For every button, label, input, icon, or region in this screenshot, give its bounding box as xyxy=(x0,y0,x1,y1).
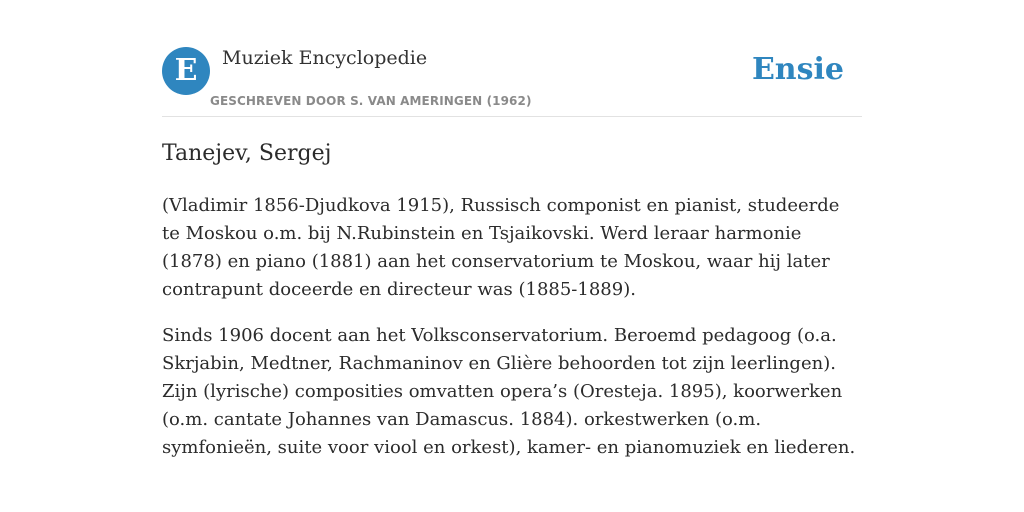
entry-paragraph: Sinds 1906 docent aan het Volksconservatorium. Beroemd pedagoog (o.a. Skrjabin, Medtner, Rachmaninov en Glière behoorden tot zijn leerlingen). Zijn (lyrische) composities omvatten opera’s (Oresteja. 1895), koorwerken (o.m. cantate Johannes van Damascus. 1884). orkestwerken (o.m. symfonieën, suite voor viool en orkest), kamer- en pianomuziek en liederen. xyxy=(162,325,856,458)
entry-title: Tanejev, Sergej xyxy=(162,141,332,166)
source-header xyxy=(162,46,862,117)
brand-logo-link[interactable]: Ensie xyxy=(751,52,844,87)
source-title-link[interactable]: Muziek Encyclopedie xyxy=(222,47,428,69)
entry-body xyxy=(162,192,862,480)
author-byline: GESCHREVEN DOOR S. VAN AMERINGEN (1962) xyxy=(210,94,532,108)
entry-paragraph: (Vladimir 1856-Djudkova 1915), Russisch componist en pianist, studeerde te Moskou o.m. bij N.Rubinstein en Tsjaikovski. Werd leraar harmonie (1878) en piano (1881) aan het conservatorium te Moskou, waar hij later contrapunt doceerde en directeur was (1885-1889). xyxy=(162,195,840,300)
page xyxy=(162,0,862,512)
encyclopedia-logo[interactable]: E xyxy=(162,47,210,95)
